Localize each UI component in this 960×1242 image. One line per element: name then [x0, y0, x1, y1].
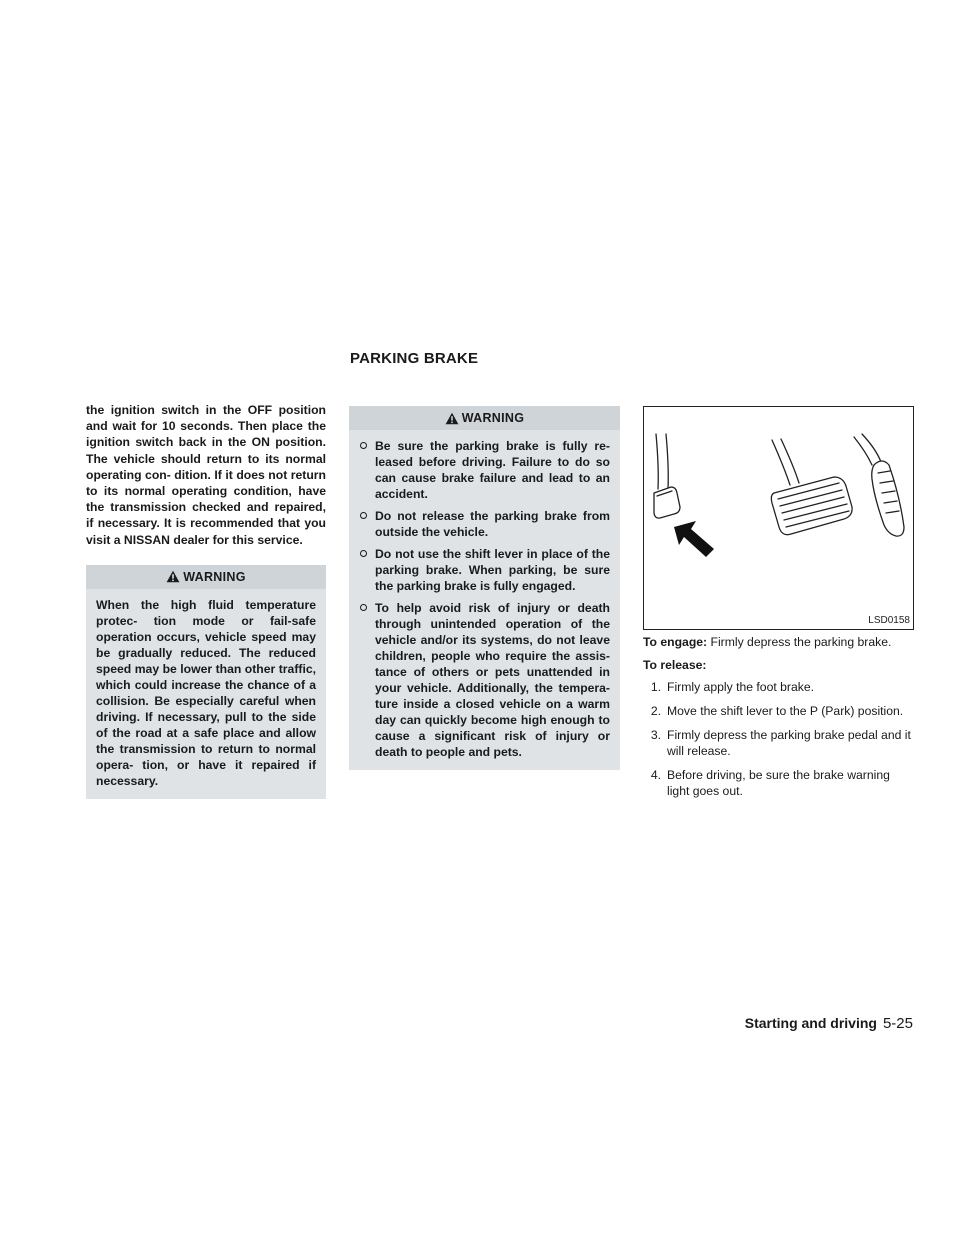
list-item: 4. Before driving, be sure the brake warning light goes out.: [650, 768, 890, 798]
warning-bullet: Be sure the parking brake is fully re- leased before driving. Failure to do so can cause brake failure and lead to an accident.: [359, 438, 610, 502]
release-label: To release:: [643, 657, 707, 672]
warning-box-fluid-temperature: [86, 565, 326, 799]
engage-text: Firmly depress the parking brake.: [710, 635, 892, 649]
warning-title: WARNING: [461, 411, 525, 425]
warning-header: [86, 565, 326, 589]
pointer-arrow: [674, 521, 714, 557]
list-item: 1. Firmly apply the foot brake.: [650, 680, 814, 694]
right-column: [643, 406, 914, 807]
list-item: 3. Firmly depress the parking brake pedal and it will release.: [650, 728, 911, 758]
continuation-paragraph: the ignition switch in the OFF position and wait for 10 seconds. Then place the ignition switch back in the ON position. The vehicle should return to its normal operating con- dition. If it does not return to its normal operating condition, have the transmission checked and repaired, if necessary. It is recommended that you visit a NISSAN dealer for this service.: [86, 403, 326, 547]
left-column: [86, 402, 326, 799]
chapter-name: Starting and driving: [744, 1015, 877, 1031]
release-heading: [643, 657, 914, 674]
warning-text: When the high fluid temperature protec- tion mode or fail-safe operation occurs, vehicle speed may be gradually reduced. The reduced speed may be lower than other traffic, which could increase the chance of a collision. Be especially careful when driving. If necessary, pull to the side of the road at a safe place and allow the transmission to return to normal opera- tion, or have it repaired if necessary.: [96, 597, 316, 788]
warning-triangle-icon: [166, 570, 180, 583]
middle-column: [349, 406, 620, 770]
warning-box-parking-brake: [349, 406, 620, 770]
warning-title: WARNING: [183, 569, 246, 584]
section-title: PARKING BRAKE: [350, 350, 479, 367]
warning-bullet: To help avoid risk of injury or death through unintended operation of the vehicle and/or its systems, do not leave children, people who require the assis- tance of others or pets unattended in your vehicle. Additionally, the tempera- ture inside a closed vehicle on a warm day can quickly become high enough to cause a significant risk of injury or death to people and pets.: [359, 600, 610, 760]
page-number: 5-25: [882, 1015, 913, 1032]
page-footer: [745, 1015, 913, 1032]
release-steps-list: [643, 679, 914, 799]
list-item: 2. Move the shift lever to the P (Park) position.: [650, 704, 904, 718]
parking-brake-pedal-illustration: [643, 406, 914, 630]
warning-bullet-list: [359, 438, 610, 760]
figure-code: LSD0158: [868, 615, 910, 626]
engage-label: To engage:: [643, 635, 708, 649]
pedals-illustration: [644, 407, 913, 629]
warning-bullet: Do not use the shift lever in place of the parking brake. When parking, be sure the parking brake is fully engaged.: [359, 546, 610, 594]
engage-instruction: [643, 634, 914, 651]
warning-bullet: Do not release the parking brake from outside the vehicle.: [359, 508, 610, 540]
warning-header: [349, 406, 620, 430]
warning-triangle-icon: [445, 412, 459, 425]
